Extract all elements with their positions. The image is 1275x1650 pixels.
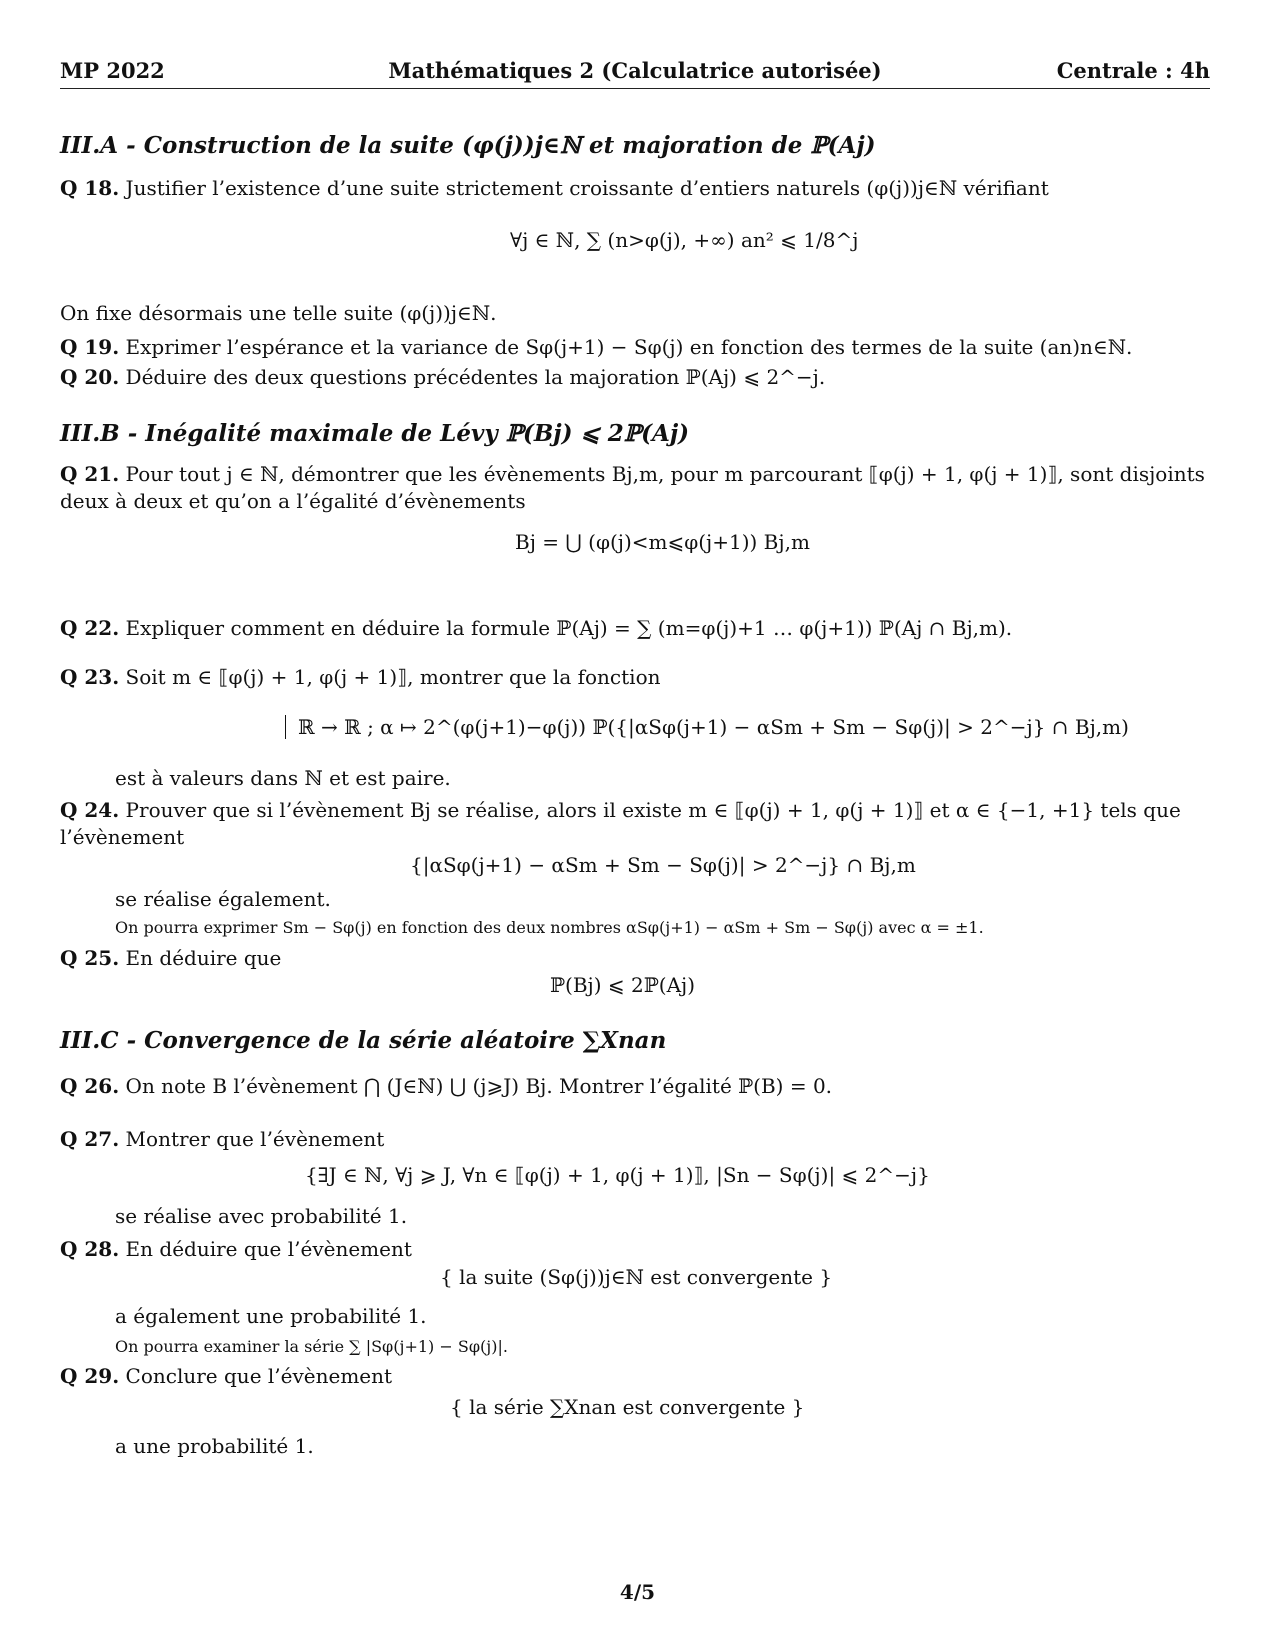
question-text: Exprimer l’espérance et la variance de Sφ(j+1) − Sφ(j) en fonction des termes de la suite (an)n∈ℕ.: [125, 335, 1133, 359]
header-left: MP 2022: [60, 58, 165, 83]
question-28: [60, 1236, 1210, 1263]
question-29: [60, 1363, 1210, 1390]
equation-q28: { la suite (Sφ(j))j∈ℕ est convergente }: [440, 1265, 833, 1289]
question-number: Q 20.: [60, 365, 120, 389]
equation-q24: {|αSφ(j+1) − αSm + Sm − Sφ(j)| > 2^−j} ∩ Bj,m: [410, 853, 916, 877]
question-text: Soit m ∈ ⟦φ(j) + 1, φ(j + 1)⟧, montrer que la fonction: [125, 665, 661, 689]
equation-q21: Bj = ⋃ (φ(j)<m⩽φ(j+1)) Bj,m: [515, 530, 810, 554]
question-25: [60, 945, 1210, 972]
question-text: Montrer que l’évènement: [125, 1127, 385, 1151]
question-number: Q 24.: [60, 798, 120, 822]
question-text: Déduire des deux questions précédentes la majoration ℙ(Aj) ⩽ 2^−j.: [125, 365, 826, 389]
equation-q29: { la série ∑Xnan est convergente }: [450, 1395, 805, 1419]
question-number: Q 29.: [60, 1364, 120, 1388]
q27-continuation: se réalise avec probabilité 1.: [115, 1204, 408, 1228]
question-text: On note B l’évènement ⋂ (J∈ℕ) ⋃ (j⩾J) Bj. Montrer l’égalité ℙ(B) = 0.: [125, 1074, 833, 1098]
question-19: [60, 334, 1210, 361]
question-text: Justifier l’existence d’une suite strictement croissante d’entiers naturels (φ(j))j∈ℕ vérifiant: [125, 176, 1049, 200]
section-title-a: III.A - Construction de la suite (φ(j))j∈ℕ et majoration de ℙ(Aj): [60, 132, 876, 159]
equation-q18: ∀j ∈ ℕ, ∑ (n>φ(j), +∞) an² ⩽ 1/8^j: [510, 228, 859, 252]
q24-continuation: se réalise également.: [115, 887, 331, 911]
question-24: [60, 797, 1210, 851]
q28-hint: On pourra examiner la série ∑ |Sφ(j+1) − Sφ(j)|.: [115, 1337, 508, 1356]
page-number: 4/5: [619, 1580, 656, 1604]
question-number: Q 28.: [60, 1237, 120, 1261]
question-20: [60, 364, 1210, 391]
q29-continuation: a une probabilité 1.: [115, 1434, 314, 1458]
question-text: En déduire que l’évènement: [125, 1237, 412, 1261]
question-26: [60, 1073, 1210, 1100]
question-number: Q 22.: [60, 616, 120, 640]
q23-continuation: est à valeurs dans ℕ et est paire.: [115, 766, 451, 790]
equation-q23: ℝ → ℝ ; α ↦ 2^(φ(j+1)−φ(j)) ℙ({|αSφ(j+1) − αSm + Sm − Sφ(j)| > 2^−j} ∩ Bj,m): [285, 715, 1129, 739]
question-text: Expliquer comment en déduire la formule ℙ(Aj) = ∑ (m=φ(j)+1 … φ(j+1)) ℙ(Aj ∩ Bj,m).: [125, 616, 1013, 640]
equation-q27: {∃J ∈ ℕ, ∀j ⩾ J, ∀n ∈ ⟦φ(j) + 1, φ(j + 1)⟧, |Sn − Sφ(j)| ⩽ 2^−j}: [305, 1163, 930, 1187]
question-text: Prouver que si l’évènement Bj se réalise, alors il existe m ∈ ⟦φ(j) + 1, φ(j + 1)⟧ et α ∈ {−1, +1} tels que l’évènement: [60, 798, 1181, 849]
section-title-b: III.B - Inégalité maximale de Lévy ℙ(Bj) ⩽ 2ℙ(Aj): [60, 420, 690, 447]
question-text: Conclure que l’évènement: [125, 1364, 393, 1388]
section-title-c: III.C - Convergence de la série aléatoire ∑Xnan: [60, 1027, 667, 1054]
header-center: Mathématiques 2 (Calculatrice autorisée): [388, 58, 882, 83]
question-text: En déduire que: [125, 946, 282, 970]
question-number: Q 18.: [60, 176, 120, 200]
question-22: [60, 615, 1210, 642]
question-18: [60, 175, 1210, 202]
q28-continuation: a également une probabilité 1.: [115, 1304, 427, 1328]
question-text: Pour tout j ∈ ℕ, démontrer que les évènements Bj,m, pour m parcourant ⟦φ(j) + 1, φ(j + 1)⟧, sont disjoints deux à deux et qu’on a l’égalité d’évènements: [60, 462, 1205, 513]
question-number: Q 25.: [60, 946, 120, 970]
question-number: Q 21.: [60, 462, 120, 486]
question-number: Q 27.: [60, 1127, 120, 1151]
q18-continuation: On fixe désormais une telle suite (φ(j))j∈ℕ.: [60, 301, 497, 325]
equation-q25: ℙ(Bj) ⩽ 2ℙ(Aj): [550, 973, 696, 997]
question-21: [60, 461, 1210, 515]
question-23: [60, 664, 1210, 691]
question-27: [60, 1126, 1210, 1153]
question-number: Q 19.: [60, 335, 120, 359]
question-number: Q 26.: [60, 1074, 120, 1098]
page-header: [60, 58, 1210, 89]
q24-hint: On pourra exprimer Sm − Sφ(j) en fonction des deux nombres αSφ(j+1) − αSm + Sm − Sφ(j) avec α = ±1.: [115, 918, 984, 937]
header-right: Centrale : 4h: [1056, 58, 1210, 83]
question-number: Q 23.: [60, 665, 120, 689]
